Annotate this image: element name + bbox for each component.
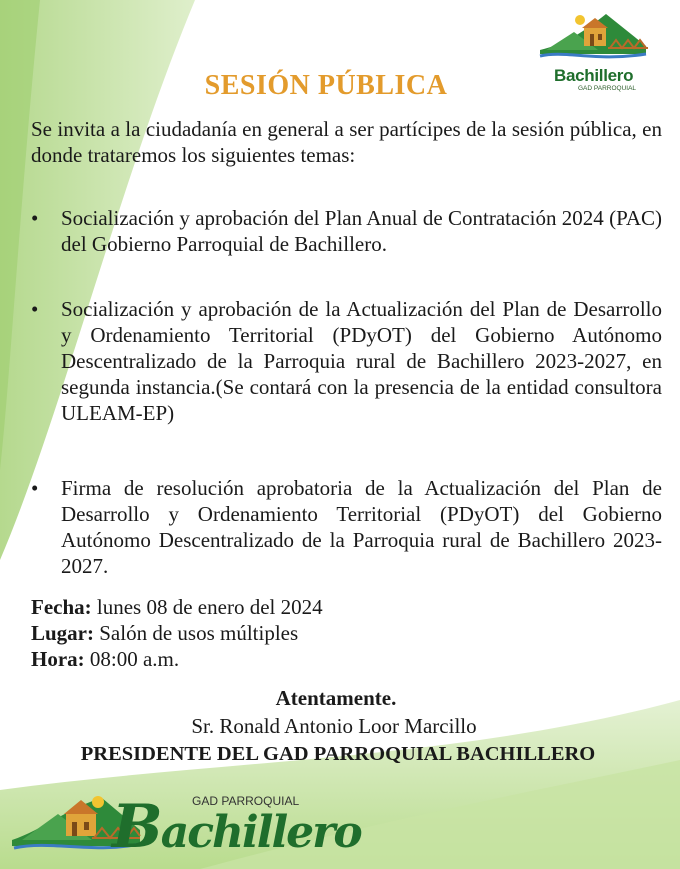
closing-regards: Atentamente. [275,686,397,710]
page-title: SESIÓN PÚBLICA [204,70,448,101]
place-value: Salón de usos múltiples [99,621,299,645]
logo-sub-text: GAD PARROQUIAL [578,85,637,92]
signer-role: PRESIDENTE DEL GAD PARROQUIAL BACHILLERO [80,743,596,765]
logo-bottom [12,780,361,866]
footer-brand [112,792,361,868]
date-row [31,594,631,620]
bullet-icon: • [31,206,39,230]
event-details [31,594,631,672]
time-value: 08:00 a.m. [89,647,180,671]
signer-name: Sr. Ronald Antonio Loor Marcillo [191,714,477,738]
topic-text: Socialización y aprobación de la Actualización del Plan de Desarrollo y Ordenamiento Territorial (PDyOT) del Gobierno Autónomo Descentralizado de la Parroquia rural de Bachillero 2023-2027, en segunda instancia.(Se contará con la presencia de la entidad consultora ULEAM-EP) [61,297,662,425]
topic-text: Socialización y aprobación del Plan Anual de Contratación 2024 (PAC) del Gobierno Parroquial de Bachillero. [61,206,662,256]
topic-item [0,475,680,579]
footer-brand-rest: achillero [160,807,361,858]
place-label: Lugar: [31,621,94,645]
bullet-icon: • [31,297,39,321]
topic-item [0,296,680,426]
date-label: Fecha: [31,595,92,619]
place-row [31,620,631,646]
footer-gad-text: GAD PARROQUIAL [192,794,300,808]
time-row [31,646,631,672]
topic-text: Firma de resolución aprobatoria de la Actualización del Plan de Desarrollo y Ordenamiento Territorial (PDyOT) del Gobierno Autónomo Descentralizado de la Parroquia rural de Bachillero 2023-2027. [61,476,662,578]
footer-brand-initial: B [112,792,161,862]
mountain-bridge-icon [536,10,652,70]
intro-paragraph: Se invita a la ciudadanía en general a ser partícipes de la sesión pública, en donde trataremos los siguientes temas: [31,117,662,167]
logo-brand-text: Bachillero [554,66,634,85]
bullet-icon: • [31,476,39,500]
date-value: lunes 08 de enero del 2024 [96,595,323,619]
time-label: Hora: [31,647,85,671]
topic-item [0,205,680,257]
closing-block [0,684,680,768]
